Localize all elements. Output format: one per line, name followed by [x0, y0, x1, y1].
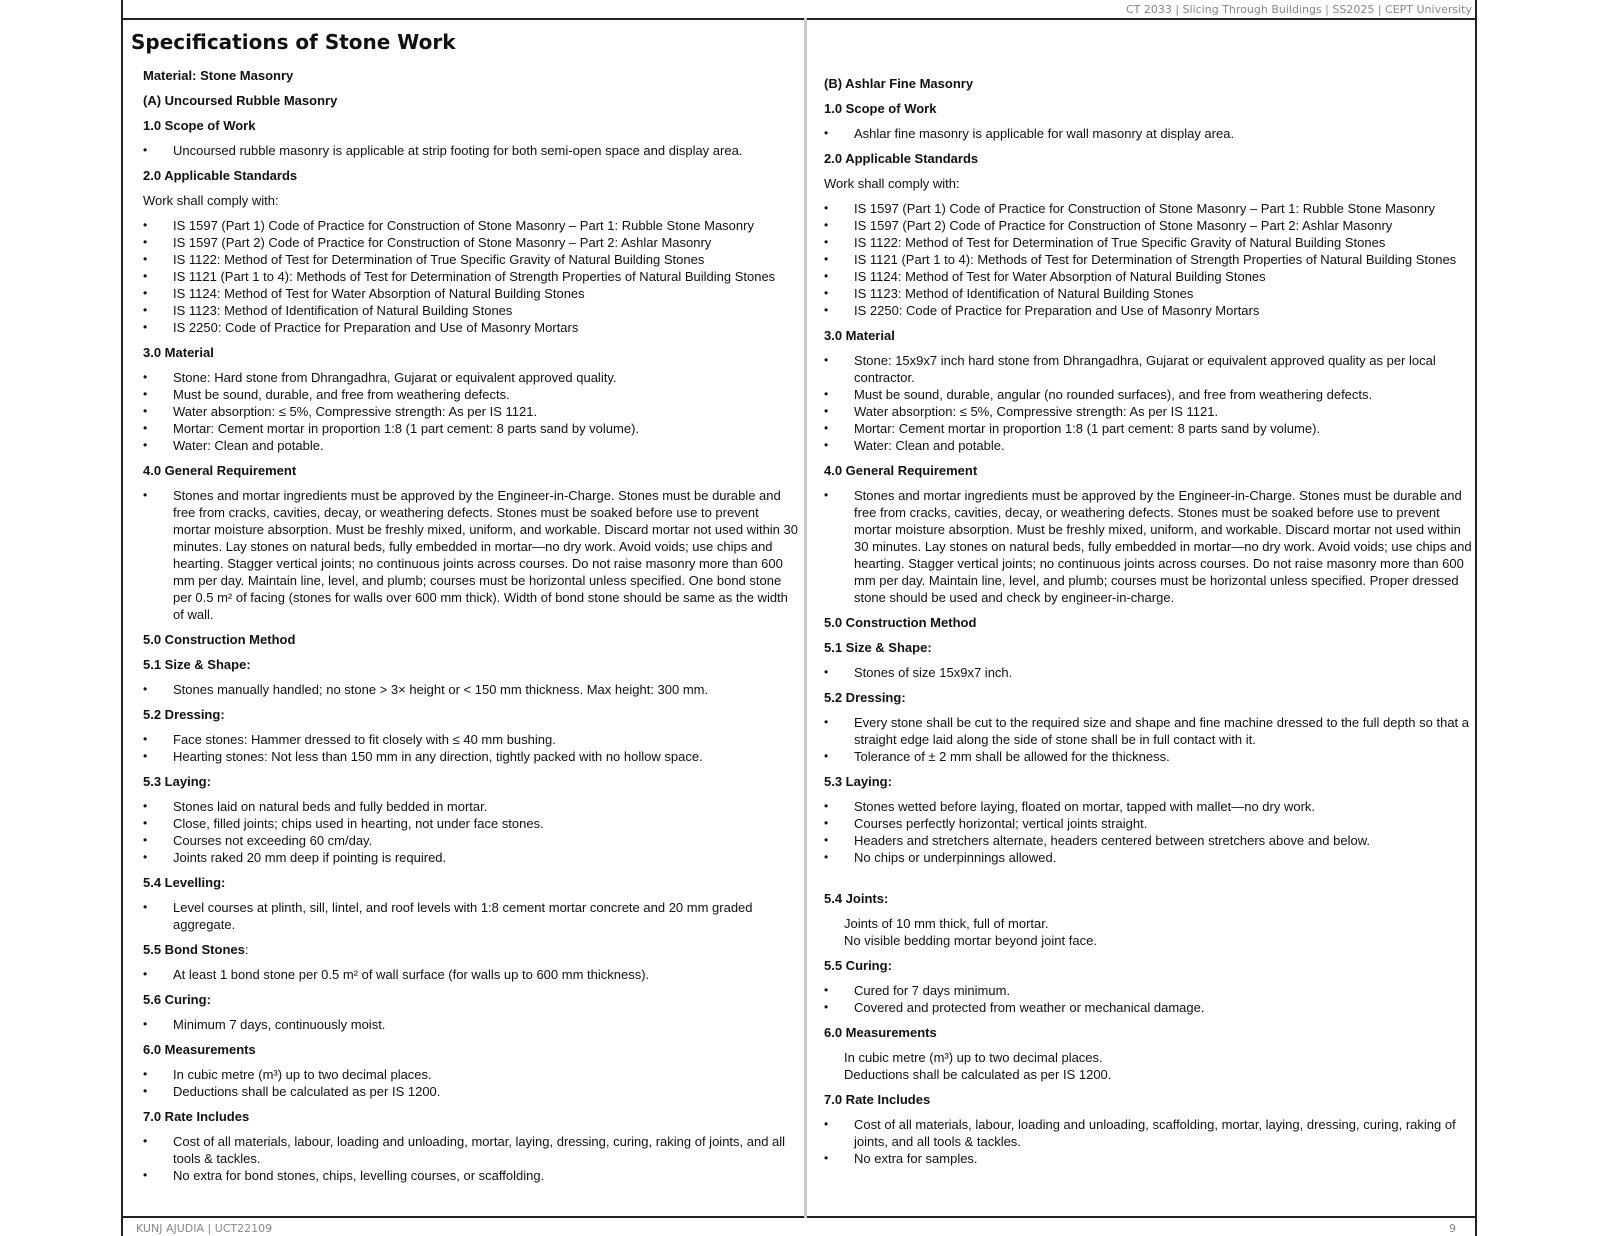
list-item: • Face stones: Hammer dressed to fit closely with ≤ 40 mm bushing.: [143, 731, 798, 748]
size-list: [824, 664, 1474, 681]
list-item: • IS 1597 (Part 2) Code of Practice for Construction of Stone Masonry – Part 2: Ashlar Masonry: [143, 234, 798, 251]
list-item: • IS 1123: Method of Identification of Natural Building Stones: [143, 302, 798, 319]
list-item: • No extra for samples.: [824, 1150, 1474, 1167]
text-line: Joints of 10 mm thick, full of mortar.: [844, 916, 1049, 931]
bond-list: [143, 966, 798, 983]
measurements-heading: 6.0 Measurements: [143, 1042, 256, 1057]
curing-list: [143, 1016, 798, 1033]
list-item: • Water absorption: ≤ 5%, Compressive strength: As per IS 1121.: [824, 403, 1474, 420]
laying-list: [143, 798, 798, 866]
column-divider: [804, 18, 807, 1218]
list-item: • Water absorption: ≤ 5%, Compressive strength: As per IS 1121.: [143, 403, 798, 420]
list-item: • IS 1124: Method of Test for Water Absorption of Natural Building Stones: [143, 285, 798, 302]
standards-list: [143, 217, 798, 336]
standards-list: [824, 200, 1474, 319]
list-item: • Deductions shall be calculated as per IS 1200.: [143, 1083, 798, 1100]
list-item: • Joints raked 20 mm deep if pointing is required.: [143, 849, 798, 866]
list-item: • Courses not exceeding 60 cm/day.: [143, 832, 798, 849]
page-header: CT 2033 | Slicing Through Buildings | SS2025 | CEPT University: [1125, 3, 1472, 16]
rate-heading: 7.0 Rate Includes: [824, 1092, 931, 1107]
bond-heading-colon: :: [244, 942, 249, 957]
right-column: [824, 75, 1474, 1175]
size-heading: 5.1 Size & Shape:: [143, 657, 251, 672]
measurements-list: [143, 1066, 798, 1100]
scope-list: [824, 125, 1474, 142]
dressing-list: [824, 714, 1474, 765]
list-item: • Stones and mortar ingredients must be approved by the Engineer-in-Charge. Stones must be durable and free from cracks, cavities, decay, or weathering defects. Stones must be soaked before use to prevent mortar moisture absorption. Must be freshly mixed, uniform, and workable. Discard mortar not used within 30 minutes. Lay stones on natural beds, fully embedded in mortar—no dry work. Avoid voids; use chips and hearting. Stagger vertical joints; no continuous joints across courses. Do not raise masonry more than 600 mm per day. Maintain line, level, and plumb; courses must be horizontal unless specified. One bond stone per 0.5 m² of facing (stones for walls over 600 mm thick). Width of bond stone should be same as the width of wall.: [143, 487, 798, 623]
left-column: [143, 67, 798, 1192]
list-item: • Every stone shall be cut to the required size and shape and fine machine dressed to the full depth so that a straight edge laid along the side of stone shall be in full contact with it.: [824, 714, 1474, 748]
text-line: No visible bedding mortar beyond joint face.: [844, 933, 1097, 948]
list-item: • Water: Clean and potable.: [143, 437, 798, 454]
material-section-heading: 3.0 Material: [824, 328, 895, 343]
scope-heading: 1.0 Scope of Work: [824, 101, 937, 116]
curing-heading: 5.6 Curing:: [143, 992, 211, 1007]
scope-heading: 1.0 Scope of Work: [143, 118, 256, 133]
section-spacer: [824, 874, 1474, 890]
size-heading: 5.1 Size & Shape:: [824, 640, 932, 655]
general-heading: 4.0 General Requirement: [143, 463, 297, 478]
list-item: • In cubic metre (m³) up to two decimal places.: [143, 1066, 798, 1083]
general-heading: 4.0 General Requirement: [824, 463, 978, 478]
list-item: • Mortar: Cement mortar in proportion 1:8 (1 part cement: 8 parts sand by volume).: [143, 420, 798, 437]
rate-list: [824, 1116, 1474, 1167]
list-item: • Stones wetted before laying, floated on mortar, tapped with mallet—no dry work.: [824, 798, 1474, 815]
list-item: • IS 2250: Code of Practice for Preparation and Use of Masonry Mortars: [143, 319, 798, 336]
list-item: • IS 2250: Code of Practice for Preparation and Use of Masonry Mortars: [824, 302, 1474, 319]
list-item: • Cured for 7 days minimum.: [824, 982, 1474, 999]
list-item: • Level courses at plinth, sill, lintel, and roof levels with 1:8 cement mortar concrete and 20 mm graded aggregate.: [143, 899, 798, 933]
size-list: [143, 681, 798, 698]
laying-list: [824, 798, 1474, 866]
material-heading: Material: Stone Masonry: [143, 68, 294, 83]
general-list: [143, 487, 798, 623]
list-item: • Cost of all materials, labour, loading and unloading, mortar, laying, dressing, curing, raking of joints, and all tools & tackles.: [143, 1133, 798, 1167]
list-item: • IS 1122: Method of Test for Determination of True Specific Gravity of Natural Building Stones: [143, 251, 798, 268]
list-item: • IS 1121 (Part 1 to 4): Methods of Test for Determination of Strength Properties of Natural Building Stones: [143, 268, 798, 285]
list-item: • Stone: Hard stone from Dhrangadhra, Gujarat or equivalent approved quality.: [143, 369, 798, 386]
page-number: 9: [1449, 1222, 1456, 1235]
dressing-list: [143, 731, 798, 765]
standards-intro: Work shall comply with:: [143, 193, 279, 208]
list-item: • Close, filled joints; chips used in hearting, not under face stones.: [143, 815, 798, 832]
levelling-heading: 5.4 Levelling:: [143, 875, 226, 890]
list-item: • Stones and mortar ingredients must be approved by the Engineer-in-Charge. Stones must be durable and free from cracks, cavities, decay, or weathering defects. Stones must be soaked before use to prevent mortar moisture absorption. Must be freshly mixed, uniform, and workable. Discard mortar not used within 30 minutes. Lay stones on natural beds, fully embedded in mortar—no dry work. Avoid voids; use chips and hearting. Stagger vertical joints; no continuous joints across courses. Do not raise masonry more than 600 mm per day. Maintain line, level, and plumb; courses must be horizontal unless specified. Proper dressed stone should be used and check by engineer-in-charge.: [824, 487, 1474, 606]
list-item: • IS 1124: Method of Test for Water Absorption of Natural Building Stones: [824, 268, 1474, 285]
rate-heading: 7.0 Rate Includes: [143, 1109, 250, 1124]
list-item: • No extra for bond stones, chips, levelling courses, or scaffolding.: [143, 1167, 798, 1184]
list-item: • At least 1 bond stone per 0.5 m² of wall surface (for walls up to 600 mm thickness).: [143, 966, 798, 983]
list-item: • Uncoursed rubble masonry is applicable at strip footing for both semi-open space and display area.: [143, 142, 798, 159]
list-item: • IS 1121 (Part 1 to 4): Methods of Test for Determination of Strength Properties of Natural Building Stones: [824, 251, 1474, 268]
list-item: • Stone: 15x9x7 inch hard stone from Dhrangadhra, Gujarat or equivalent approved quality as per local contractor.: [824, 352, 1474, 386]
construction-heading: 5.0 Construction Method: [824, 615, 977, 630]
list-item: • Courses perfectly horizontal; vertical joints straight.: [824, 815, 1474, 832]
list-item: • Stones laid on natural beds and fully bedded in mortar.: [143, 798, 798, 815]
laying-heading: 5.3 Laying:: [824, 774, 892, 789]
joints-heading: 5.4 Joints:: [824, 891, 889, 906]
materials-list: [143, 369, 798, 454]
list-item: • Must be sound, durable, and free from weathering defects.: [143, 386, 798, 403]
dressing-heading: 5.2 Dressing:: [143, 707, 225, 722]
curing-heading: 5.5 Curing:: [824, 958, 892, 973]
list-item: • Water: Clean and potable.: [824, 437, 1474, 454]
standards-intro: Work shall comply with:: [824, 176, 960, 191]
general-list: [824, 487, 1474, 606]
list-item: • Tolerance of ± 2 mm shall be allowed for the thickness.: [824, 748, 1474, 765]
construction-heading: 5.0 Construction Method: [143, 632, 296, 647]
list-item: • No chips or underpinnings allowed.: [824, 849, 1474, 866]
measurements-heading: 6.0 Measurements: [824, 1025, 937, 1040]
list-item: • Stones manually handled; no stone > 3× height or < 150 mm thickness. Max height: 300 mm.: [143, 681, 798, 698]
material-section-heading: 3.0 Material: [143, 345, 214, 360]
standards-heading: 2.0 Applicable Standards: [824, 151, 979, 166]
list-item: • Stones of size 15x9x7 inch.: [824, 664, 1474, 681]
list-item: • IS 1597 (Part 1) Code of Practice for Construction of Stone Masonry – Part 1: Rubble Stone Masonry: [143, 217, 798, 234]
list-item: • Mortar: Cement mortar in proportion 1:8 (1 part cement: 8 parts sand by volume).: [824, 420, 1474, 437]
list-item: • IS 1597 (Part 1) Code of Practice for Construction of Stone Masonry – Part 1: Rubble Stone Masonry: [824, 200, 1474, 217]
page-title: Specifications of Stone Work: [131, 30, 456, 54]
list-item: • IS 1123: Method of Identification of Natural Building Stones: [824, 285, 1474, 302]
dressing-heading: 5.2 Dressing:: [824, 690, 906, 705]
list-item: • Hearting stones: Not less than 150 mm in any direction, tightly packed with no hollow space.: [143, 748, 798, 765]
page-border-right: [1475, 0, 1477, 1236]
list-item: • IS 1597 (Part 2) Code of Practice for Construction of Stone Masonry – Part 2: Ashlar Masonry: [824, 217, 1474, 234]
measurements-lines: [824, 1049, 1474, 1083]
laying-heading: 5.3 Laying:: [143, 774, 211, 789]
materials-list: [824, 352, 1474, 454]
text-line: In cubic metre (m³) up to two decimal places.: [844, 1050, 1103, 1065]
rate-list: [143, 1133, 798, 1184]
bond-heading: 5.5 Bond Stones: [143, 942, 245, 957]
curing-list: [824, 982, 1474, 1016]
page-footer-author: KUNJ AJUDIA | UCT22109: [136, 1222, 273, 1235]
list-item: • IS 1122: Method of Test for Determination of True Specific Gravity of Natural Building Stones: [824, 234, 1474, 251]
list-item: • Ashlar fine masonry is applicable for wall masonry at display area.: [824, 125, 1474, 142]
joints-lines: [824, 915, 1474, 949]
section-a-heading: (A) Uncoursed Rubble Masonry: [143, 93, 338, 108]
list-item: • Headers and stretchers alternate, headers centered between stretchers above and below.: [824, 832, 1474, 849]
list-item: • Must be sound, durable, angular (no rounded surfaces), and free from weathering defects.: [824, 386, 1474, 403]
list-item: • Covered and protected from weather or mechanical damage.: [824, 999, 1474, 1016]
scope-list: [143, 142, 798, 159]
list-item: • Cost of all materials, labour, loading and unloading, scaffolding, mortar, laying, dressing, curing, raking of joints, and all tools & tackles.: [824, 1116, 1474, 1150]
standards-heading: 2.0 Applicable Standards: [143, 168, 298, 183]
list-item: • Minimum 7 days, continuously moist.: [143, 1016, 798, 1033]
levelling-list: [143, 899, 798, 933]
bond-heading-row: [143, 941, 798, 958]
section-b-heading: (B) Ashlar Fine Masonry: [824, 76, 974, 91]
text-line: Deductions shall be calculated as per IS 1200.: [844, 1067, 1112, 1082]
